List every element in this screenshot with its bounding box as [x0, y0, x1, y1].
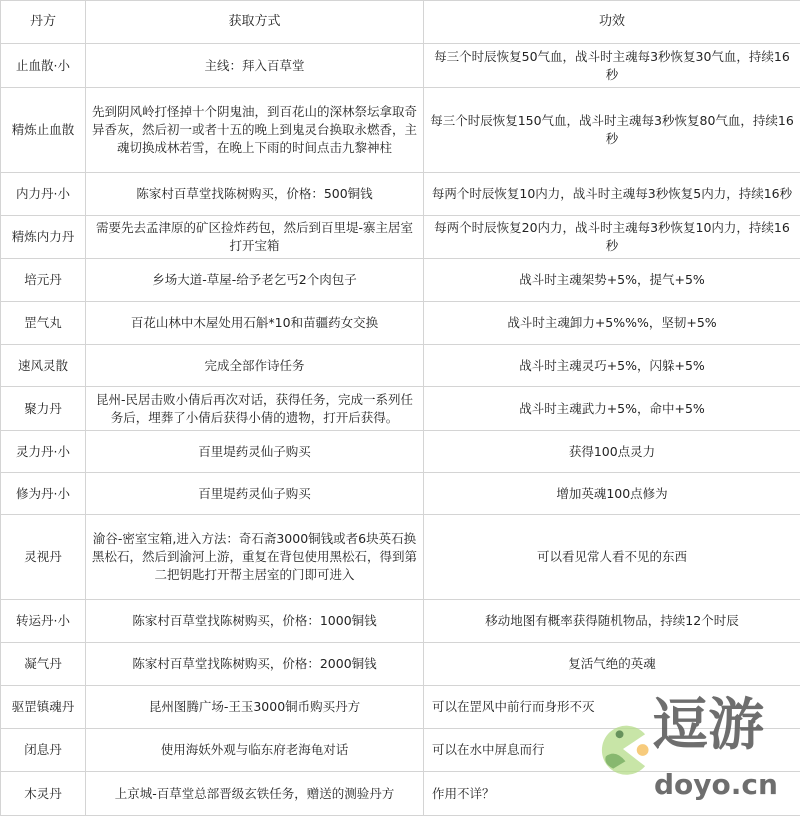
effect-cell: 每两个时辰恢复10内力，战斗时主魂每3秒恢复5内力，持续16秒: [424, 173, 800, 216]
effect-cell: 移动地图有概率获得随机物品，持续12个时辰: [424, 600, 800, 643]
recipe-name-cell: 转运丹·小: [1, 600, 86, 643]
recipe-name-cell: 培元丹: [1, 259, 86, 302]
effect-cell: 可以在罡风中前行而身形不灭: [424, 686, 800, 729]
recipe-name-cell: 罡气丸: [1, 302, 86, 345]
source-cell: 陈家村百草堂找陈树购买，价格：2000铜钱: [86, 643, 424, 686]
effect-cell: 每三个时辰恢复150气血，战斗时主魂每3秒恢复80气血，持续16秒: [424, 88, 800, 173]
table-row: [1, 44, 800, 88]
table-body: [1, 44, 800, 816]
effect-cell: 可以在水中屏息而行: [424, 729, 800, 772]
table-row: [1, 345, 800, 387]
source-cell: 先到阴风岭打怪掉十个阴鬼油，到百花山的深林祭坛拿取奇异香灰，然后初一或者十五的晚上到鬼灵台换取永燃香，主魂切换成林若雪，在晚上下雨的时间点击九黎神柱: [86, 88, 424, 173]
effect-cell: 获得100点灵力: [424, 431, 800, 473]
recipe-name-cell: 闭息丹: [1, 729, 86, 772]
header-effect: 功效: [424, 1, 800, 44]
table-row: [1, 259, 800, 302]
source-cell: 陈家村百草堂找陈树购买，价格：1000铜钱: [86, 600, 424, 643]
recipe-name-cell: 修为丹·小: [1, 473, 86, 515]
watermark-cn: 逗游: [652, 694, 764, 758]
table-row: [1, 772, 800, 816]
source-cell: 百里堤药灵仙子购买: [86, 473, 424, 515]
effect-cell: 作用不详？: [424, 772, 800, 816]
recipe-name-cell: 灵力丹·小: [1, 431, 86, 473]
table-row: [1, 515, 800, 600]
effect-cell: 战斗时主魂架势+5%，提气+5%: [424, 259, 800, 302]
effect-cell: 可以看见常人看不见的东西: [424, 515, 800, 600]
watermark-en: doyo.cn: [654, 768, 778, 802]
recipe-name-cell: 聚力丹: [1, 387, 86, 431]
source-cell: 昆州图腾广场-王玉3000铜币购买丹方: [86, 686, 424, 729]
source-cell: 上京城-百草堂总部晋级玄铁任务，赠送的测验丹方: [86, 772, 424, 816]
source-cell: 百花山林中木屋处用石斛*10和苗疆药女交换: [86, 302, 424, 345]
source-cell: 渝谷-密室宝箱,进入方法：奇石斋3000铜钱或者6块英石换黑松石，然后到渝河上游，重复在背包使用黑松石，得到第二把钥匙打开帮主居室的门即可进入: [86, 515, 424, 600]
recipe-name-cell: 木灵丹: [1, 772, 86, 816]
table-row: [1, 473, 800, 515]
table-row: [1, 173, 800, 216]
table-row: [1, 643, 800, 686]
source-cell: 主线：拜入百草堂: [86, 44, 424, 88]
source-cell: 百里堤药灵仙子购买: [86, 431, 424, 473]
recipe-name-cell: 灵视丹: [1, 515, 86, 600]
table-row: [1, 729, 800, 772]
recipe-name-cell: 精炼内力丹: [1, 216, 86, 259]
effect-cell: 复活气绝的英魂: [424, 643, 800, 686]
header-source: 获取方式: [86, 1, 424, 44]
effect-cell: 每三个时辰恢复50气血，战斗时主魂每3秒恢复30气血，持续16秒: [424, 44, 800, 88]
effect-cell: 战斗时主魂灵巧+5%，闪躲+5%: [424, 345, 800, 387]
table-row: [1, 600, 800, 643]
recipe-name-cell: 速风灵散: [1, 345, 86, 387]
table-row: [1, 302, 800, 345]
effect-cell: 战斗时主魂卸力+5%%%，坚韧+5%: [424, 302, 800, 345]
source-cell: 完成全部作诗任务: [86, 345, 424, 387]
recipe-name-cell: 止血散·小: [1, 44, 86, 88]
recipe-name-cell: 凝气丹: [1, 643, 86, 686]
effect-cell: 战斗时主魂武力+5%，命中+5%: [424, 387, 800, 431]
table-row: [1, 216, 800, 259]
effect-cell: 每两个时辰恢复20内力，战斗时主魂每3秒恢复10内力，持续16秒: [424, 216, 800, 259]
table-row: [1, 686, 800, 729]
recipe-name-cell: 内力丹·小: [1, 173, 86, 216]
header-row: [1, 1, 800, 44]
source-cell: 昆州-民居击败小倩后再次对话，获得任务，完成一系列任务后，埋葬了小倩后获得小倩的遗物，打开后获得。: [86, 387, 424, 431]
table-row: [1, 88, 800, 173]
table-row: [1, 431, 800, 473]
recipe-name-cell: 精炼止血散: [1, 88, 86, 173]
table-row: [1, 387, 800, 431]
recipe-name-cell: 驱罡镇魂丹: [1, 686, 86, 729]
header-recipe: 丹方: [1, 1, 86, 44]
source-cell: 使用海妖外观与临东府老海龟对话: [86, 729, 424, 772]
source-cell: 乡场大道-草屋-给予老乞丐2个肉包子: [86, 259, 424, 302]
effect-cell: 增加英魂100点修为: [424, 473, 800, 515]
source-cell: 需要先去孟津原的矿区捡炸药包，然后到百里堤-寨主居室打开宝箱: [86, 216, 424, 259]
source-cell: 陈家村百草堂找陈树购买，价格：500铜钱: [86, 173, 424, 216]
